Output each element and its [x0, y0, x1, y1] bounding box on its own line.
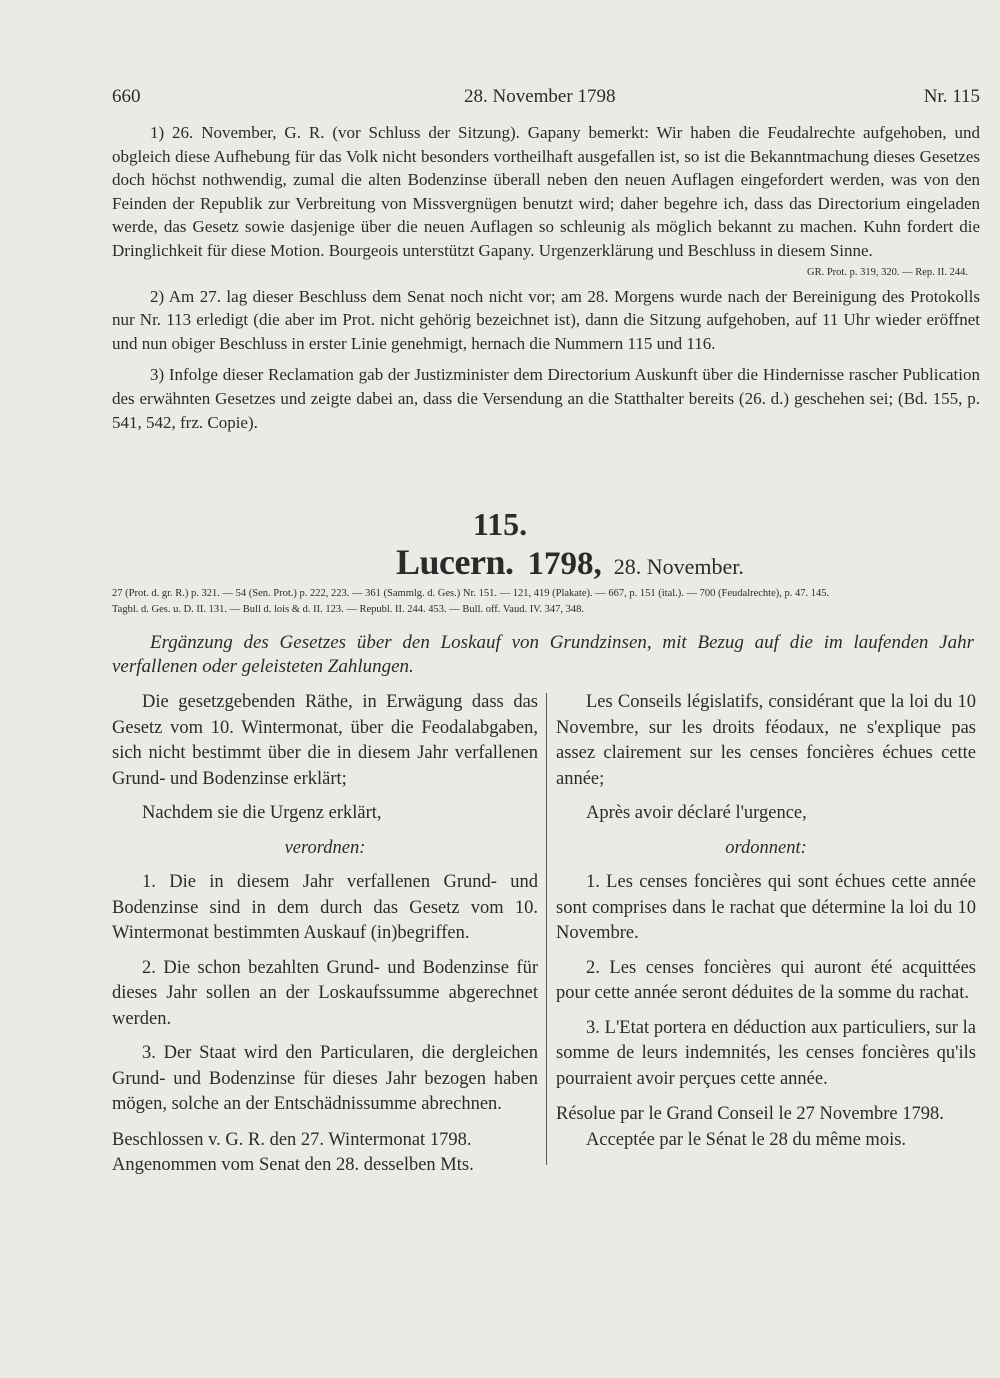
- header-doc-ref: Nr. 115: [923, 86, 980, 107]
- note-2: 2) Am 27. lag dieser Beschluss dem Senat noch nicht vor; am 28. Morgens wurde nach der Bereinigung des Protokolls nur Nr. 113 erledigt (die aber im Prot. nicht gehörig bezeichnet ist), dann die Sitzung aufgehoben, auf 11 Uhr wieder eröffnet und nun obiger Beschluss in erster Linie genehmigt, hernach die Nummern 115 und 116.: [112, 286, 980, 353]
- sources-line-2: Tagbl. d. Ges. u. D. II. 131. — Bull d. lois & d. II. 123. — Republ. II. 244. 453. — Bull. off. Vaud. IV. 347, 348.: [112, 604, 585, 615]
- document-heading: [396, 544, 744, 585]
- french-article-1: 1. Les censes foncières qui sont échues cette année sont comprises dans le rachat que détermine la loi du 10 Novembre.: [556, 872, 976, 943]
- column-divider: [546, 693, 547, 1165]
- document-day: 28. November.: [613, 554, 744, 579]
- document-number: 115.: [472, 506, 528, 542]
- german-urgency: Nachdem sie die Urgenz erklärt,: [142, 803, 382, 823]
- german-article-2: 2. Die schon bezahlten Grund- und Bodenzinse für dieses Jahr sollen an der Loskaufssumme abgerechnet werden.: [112, 957, 538, 1029]
- document-subject: Ergänzung des Gesetzes über den Loskauf von Grundzinsen, mit Bezug auf die im laufenden Jahr verfallenen oder geleisteten Zahlungen.: [112, 632, 974, 677]
- german-column: [112, 690, 538, 1179]
- german-article-3: 3. Der Staat wird den Particularen, die dergleichen Grund- und Bodenzinse für dieses Jahr bezogen haben mögen, solche an der Entschädnissumme abrechnen.: [112, 1043, 538, 1114]
- german-article-1: 1. Die in diesem Jahr verfallenen Grund- und Bodenzinse sind in dem durch das Gesetz vom 10. Wintermonat bestimmten Auskauf (in)begriffen.: [112, 872, 538, 943]
- french-urgency: Après avoir déclaré l'urgence,: [586, 803, 807, 823]
- page-number: 660: [112, 86, 141, 107]
- sources-line-1: 27 (Prot. d. gr. R.) p. 321. — 54 (Sen. Prot.) p. 222, 223. — 361 (Sammlg. d. Ges.) Nr. 151. — 121, 419 (Plakate). — 667, p. 151 (ital.). — 700 (Feudalrechte), p. 47. 145.: [112, 588, 830, 599]
- french-article-3: 3. L'Etat portera en déduction aux particuliers, sur la somme de leurs indemnités, les censes foncières qu'ils pourraient avoir perçues cette année.: [556, 1017, 976, 1089]
- document-year: 1798,: [527, 546, 602, 582]
- french-article-2: 2. Les censes foncières qui auront été acquittées pour cette année seront déduites de la somme du rachat.: [556, 957, 976, 1003]
- french-column: [556, 690, 976, 1153]
- running-head: [112, 86, 980, 116]
- french-enacting-clause: ordonnent:: [725, 837, 807, 858]
- note-1-reference: GR. Prot. p. 319, 320. — Rep. II. 244.: [807, 266, 968, 278]
- german-preamble: Die gesetzgebenden Räthe, in Erwägung dass das Gesetz vom 10. Wintermonat, über die Feodalabgaben, sich nicht bestimmt über die in diesem Jahr verfallenen Grund- und Bodenzinse erklärt;: [112, 692, 538, 789]
- footnotes-previous-document: [112, 121, 980, 434]
- french-preamble: Les Conseils législatifs, considérant que la loi du 10 Novembre, sur les droits féodaux, ne s'explique pas assez clairement sur les censes foncières échues cette année;: [556, 692, 976, 789]
- note-1: 1) 26. November, G. R. (vor Schluss der Sitzung). Gapany bemerkt: Wir haben die Feudalrechte aufgehoben, und obgleich diese Aufhebung für das Volk nicht besonders vortheilhaft ausgefallen ist, so ist die Bekanntmachung dieses Gesetzes doch höchst nothwendig, zumal die alten Bodenzinse überall neben den neuen Auflagen eingefordert werden, was von den Feinden der Republik zur Verbreitung von Missvergnügen benutzt wird; daher begehre ich, dass das Directorium eingeladen werde, das Gesetz sowie dasjenige über die neuen Auflagen so schleunig als möglich bekannt zu machen. Kuhn fordert die Dringlichkeit für diese Motion. Bourgeois unterstützt Gapany. Urgenzerklärung und Beschluss in diesem Sinne.: [112, 123, 980, 260]
- german-signature-2: Angenommen vom Senat den 28. desselben Mts.: [112, 1155, 474, 1175]
- header-date: 28. November 1798: [464, 86, 616, 107]
- document-place: Lucern.: [396, 542, 514, 582]
- german-enacting-clause: verordnen:: [284, 837, 366, 858]
- note-3: 3) Infolge dieser Reclamation gab der Justizminister dem Directorium Auskunft über die Hindernisse rascher Publication des erwähnten Gesetzes und zeigte dabei an, dass die Versendung an die Statthalter bereits (26. d.) geschehen sei; (Bd. 155, p. 541, 542, frz. Copie).: [112, 365, 980, 432]
- german-signature-1: Beschlossen v. G. R. den 27. Wintermonat 1798.: [112, 1129, 472, 1150]
- french-signature-1: Résolue par le Grand Conseil le 27 Novembre 1798.: [556, 1104, 944, 1124]
- french-signature-2: Acceptée par le Sénat le 28 du même mois.: [586, 1129, 907, 1150]
- source-references: [112, 586, 980, 618]
